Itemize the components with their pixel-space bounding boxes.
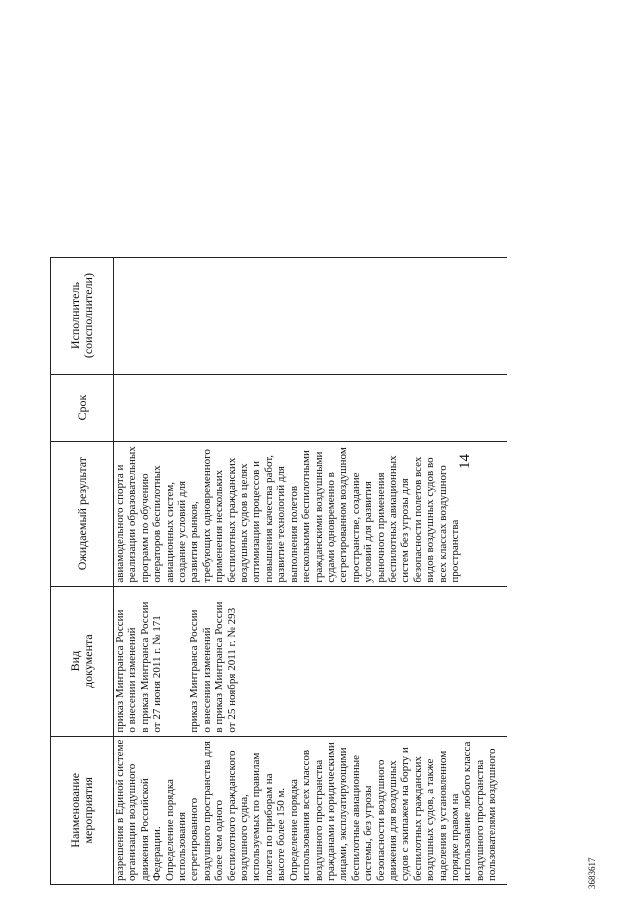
header-expected-result (51, 441, 114, 586)
text-line: системы, без угрозы (362, 785, 375, 881)
text-line: воздушных судов в целях (238, 463, 251, 583)
text-line: высоте более 150 м. (275, 787, 288, 881)
text-line: всех классах воздушного (436, 465, 449, 583)
text-line: развитие технологий для (275, 466, 288, 583)
text-line: о внесении изменений (126, 627, 139, 733)
text-line: авиамодельного спорта и (114, 464, 126, 583)
text-line: наделения в установленном (436, 750, 449, 881)
text-line: судами одновременно в (324, 472, 337, 583)
text-line: Определение порядка (163, 779, 176, 881)
text-line: гражданскими воздушными (312, 451, 325, 583)
text-line: безопасности полетов всех (411, 456, 424, 583)
text-line: воздушных судов, а также (424, 758, 437, 881)
text-line: операторов беспилотных (151, 465, 164, 583)
text-line: использования всех классов (300, 749, 313, 881)
page-number: 14 (457, 454, 473, 469)
text-line: Вид (68, 650, 82, 672)
document-code: 3683617 (587, 857, 597, 889)
text-line: создание условий для (176, 480, 189, 583)
text-line: авиационных систем, (163, 482, 176, 583)
text-line: от 27 июня 2011 г. № 171 (151, 615, 164, 733)
text-line: Исполнитель (68, 282, 82, 350)
cell-expected-result (114, 441, 508, 586)
text-line: рыночного применения (374, 472, 387, 583)
text-line: Определение порядка (287, 779, 300, 881)
text-line: оптимизации процессов и (250, 461, 263, 583)
text-line: пространства (448, 519, 461, 583)
text-line: Наименование (68, 772, 82, 848)
text-line: условий для развития (362, 481, 375, 583)
text-line: систем без угрозы для (399, 478, 412, 583)
text-line: воздушного пространства (312, 759, 325, 881)
text-line: используемых по правилам (250, 752, 263, 881)
header-deadline (51, 374, 114, 441)
text-line: разрешения в Единой системе (114, 739, 126, 881)
text-line: безопасности воздушного (374, 759, 387, 881)
text-line: выполнения полетов (287, 485, 300, 583)
text-line (176, 590, 188, 733)
text-line: документа (81, 634, 95, 688)
header-name (51, 736, 114, 884)
text-line: Ожидаемый результат (74, 456, 89, 571)
text-line: видов воздушных судов во (424, 457, 437, 583)
text-line: в приказ Минтранса России (138, 601, 151, 733)
text-line: организации воздушного (126, 763, 139, 881)
text-line: Федерации. (151, 826, 164, 881)
text-line: развития рынков, (188, 501, 201, 583)
text-line: движения Российской (138, 778, 151, 881)
cell-executor (114, 257, 508, 374)
text-line: беспилотных гражданских (411, 756, 424, 881)
text-line (164, 590, 176, 733)
text-line: требующих одновременного (200, 449, 213, 583)
text-line: более чем одного (213, 800, 226, 881)
header-doc-type (51, 586, 114, 736)
text-line: беспилотных авиационных (386, 455, 399, 583)
text-line: о внесении изменений (200, 627, 213, 733)
cell-measure-name (114, 736, 508, 884)
text-line: несколькими беспилотными (300, 450, 313, 583)
header-executor (51, 257, 114, 374)
text-line: лицами, эксплуатирующими (337, 747, 350, 881)
text-line: повышения качества работ, (262, 454, 275, 583)
text-line: мероприятия (81, 777, 95, 844)
table-row (114, 257, 508, 884)
text-line: пользователями воздушного (486, 748, 499, 881)
text-line: (соисполнители) (81, 273, 95, 359)
text-line: воздушного пространства для (200, 741, 213, 881)
text-line: Срок (74, 394, 89, 421)
text-line: программ по обучению (138, 473, 151, 583)
text-line: пространстве, создание (349, 472, 362, 583)
text-line: приказ Минтранса России (114, 609, 126, 733)
text-line: беспилотных гражданских (225, 457, 238, 583)
measures-table (50, 257, 507, 885)
text-line: применения нескольких (213, 469, 226, 583)
text-line: сегрегированного (188, 797, 201, 881)
text-line: воздушного пространства (473, 759, 486, 881)
text-line: движения для воздушных (386, 760, 399, 881)
text-line: порядке правом на (448, 793, 461, 881)
text-line: в приказ Минтранса России (213, 601, 226, 733)
text-line: использование любого класса (461, 741, 474, 881)
text-line: сегрегированном воздушном (337, 447, 350, 583)
rotated-page (50, 13, 610, 889)
text-line: от 25 ноября 2011 г. № 293 (225, 607, 238, 733)
text-line: полета по приборам на (262, 773, 275, 881)
cell-document-type (114, 586, 508, 736)
text-line: гражданами и юридическими (324, 742, 337, 881)
text-line: использования (176, 811, 189, 881)
text-line: беспилотные авиационные (349, 755, 362, 881)
text-line: судов с экипажем на борту и (399, 747, 412, 881)
table-header-row (51, 257, 114, 884)
cell-deadline (114, 374, 508, 441)
text-line: реализации образовательных (126, 446, 139, 583)
text-line: воздушного судна, (238, 794, 251, 881)
text-line: беспилотного гражданского (225, 750, 238, 881)
text-line: приказ Минтранса России (188, 609, 201, 733)
